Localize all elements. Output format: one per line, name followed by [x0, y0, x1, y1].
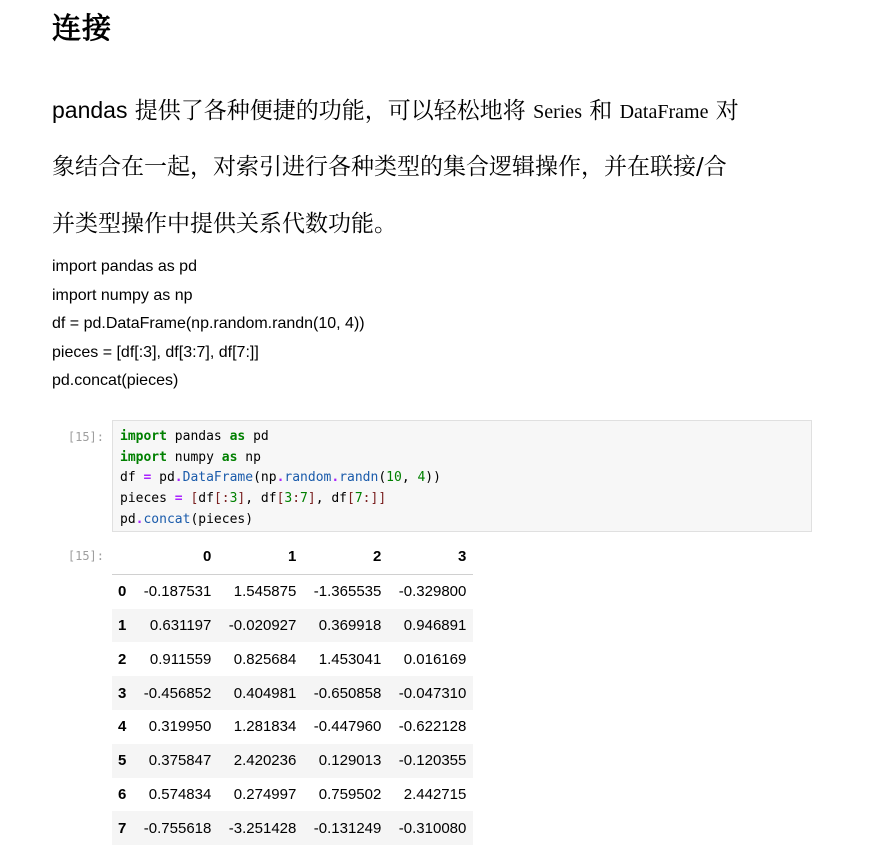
- keyword: import: [120, 449, 167, 465]
- index-header: [112, 540, 132, 574]
- intro-text: 提供了各种便捷的功能，可以轻松地将: [127, 98, 534, 124]
- table-row: [112, 811, 473, 845]
- code-line: pieces = [df[:3], df[3:7], df[7:]]: [52, 343, 259, 361]
- code-text: df: [120, 470, 144, 486]
- code-cell-input[interactable]: [112, 420, 812, 532]
- row-index: 1: [118, 616, 127, 634]
- operator: .: [331, 470, 340, 486]
- operator: =: [143, 470, 152, 486]
- table-cell: -1.365535: [313, 583, 382, 601]
- table-cell: 0.369918: [318, 616, 382, 634]
- intro-line-2: 象结合在一起，对索引进行各种类型的集合逻辑操作，并在联接/合: [52, 154, 727, 180]
- attribute: randn: [339, 470, 379, 486]
- table-cell: -0.120355: [398, 752, 467, 770]
- punctuation: ]: [237, 491, 246, 507]
- intro-text: 和: [581, 98, 620, 124]
- punctuation: [:: [213, 491, 230, 507]
- code-text: pieces: [120, 491, 175, 507]
- table-cell: -0.755618: [143, 819, 212, 837]
- dataframe-output-table: [112, 540, 473, 845]
- attribute: DataFrame: [182, 470, 254, 486]
- column-header: 3: [458, 548, 467, 566]
- table-row: [112, 574, 473, 608]
- table-cell: -0.310080: [398, 819, 467, 837]
- table-cell: -0.447960: [313, 718, 382, 736]
- code-text: np: [237, 449, 261, 465]
- table-cell: -0.187531: [143, 583, 212, 601]
- table-cell: 0.404981: [233, 684, 297, 702]
- column-header: 2: [373, 548, 382, 566]
- table-cell: 0.759502: [318, 785, 382, 803]
- row-index: 2: [118, 650, 127, 668]
- number: 4: [417, 470, 426, 486]
- punctuation: [: [347, 491, 355, 507]
- code-text: pd: [120, 511, 136, 527]
- code-text: (np: [253, 470, 277, 486]
- code-line: [120, 427, 804, 448]
- code-line: [120, 468, 804, 489]
- code-line: [120, 489, 804, 510]
- table-cell: 0.631197: [149, 616, 212, 634]
- intro-line-1: [52, 96, 822, 126]
- table-cell: -0.650858: [313, 684, 382, 702]
- number: 3: [284, 491, 293, 507]
- table-cell: 1.545875: [233, 583, 297, 601]
- table-cell: 0.825684: [233, 650, 297, 668]
- code-text: (pieces): [190, 511, 254, 527]
- column-header: 0: [203, 548, 212, 566]
- number: 7: [300, 491, 308, 507]
- code-line: import numpy as np: [52, 286, 193, 304]
- row-index: 5: [118, 752, 127, 770]
- number: 7: [354, 491, 363, 507]
- code-text: ,: [401, 470, 418, 486]
- table-cell: -0.456852: [143, 684, 212, 702]
- table-cell: -0.131249: [313, 819, 382, 837]
- code-text: pd: [151, 470, 175, 486]
- table-row: [112, 676, 473, 710]
- series-term: Series: [533, 101, 582, 123]
- row-index: 6: [118, 785, 127, 803]
- table-cell: 0.319950: [148, 718, 212, 736]
- number: 10: [386, 470, 402, 486]
- punctuation: :]]: [362, 491, 387, 507]
- table-cell: 0.911559: [149, 650, 212, 668]
- intro-line-3: 并类型操作中提供关系代数功能。: [52, 211, 397, 237]
- table-cell: -0.622128: [398, 718, 467, 736]
- attribute: concat: [143, 511, 191, 527]
- code-line: pd.concat(pieces): [52, 372, 179, 390]
- row-index: 4: [118, 718, 127, 736]
- punctuation: ]: [307, 491, 316, 507]
- number: 3: [229, 491, 238, 507]
- operator: .: [135, 511, 144, 527]
- table-cell: -3.251428: [228, 819, 297, 837]
- operator: .: [174, 470, 183, 486]
- code-line: [120, 510, 804, 531]
- table-cell: -0.020927: [228, 616, 297, 634]
- code-text: pd: [245, 429, 269, 444]
- output-prompt: [15]:: [67, 549, 104, 563]
- punctuation: :: [292, 491, 301, 507]
- plain-code-block: [52, 256, 365, 399]
- code-text: , df: [245, 491, 277, 507]
- table-cell: -0.047310: [398, 684, 467, 702]
- table-cell: 1.281834: [233, 718, 297, 736]
- code-text: pandas: [166, 429, 230, 444]
- section-title: 连接: [52, 11, 113, 45]
- table-header-row: [112, 540, 473, 574]
- punctuation: [: [276, 491, 285, 507]
- table-cell: 0.946891: [403, 616, 467, 634]
- operator: =: [174, 491, 183, 507]
- punctuation: [: [190, 491, 199, 507]
- intro-text: 对: [708, 98, 739, 124]
- table-cell: 0.129013: [318, 752, 382, 770]
- code-line: import pandas as pd: [52, 258, 197, 275]
- code-text: (: [378, 470, 387, 486]
- input-prompt: [15]:: [67, 430, 104, 444]
- table-cell: 0.574834: [148, 785, 212, 803]
- keyword: import: [120, 429, 167, 444]
- table-cell: 2.442715: [403, 785, 467, 803]
- column-header: 1: [288, 548, 297, 566]
- attribute: random: [284, 470, 332, 486]
- table-cell: 0.375847: [148, 752, 212, 770]
- keyword: as: [221, 449, 238, 465]
- code-text: numpy: [166, 449, 222, 465]
- table-row: [112, 778, 473, 812]
- code-line: [120, 448, 804, 469]
- table-cell: 0.274997: [233, 785, 297, 803]
- table-cell: 0.016169: [403, 650, 467, 668]
- code-text: df: [198, 491, 214, 507]
- keyword: as: [229, 429, 246, 444]
- row-index: 7: [118, 819, 127, 837]
- code-text: , df: [315, 491, 348, 507]
- table-row: [112, 609, 473, 643]
- row-index: 0: [118, 583, 127, 601]
- code-line: df = pd.DataFrame(np.random.randn(10, 4)): [52, 315, 365, 333]
- pandas-term: pandas: [52, 97, 128, 123]
- dataframe-term: DataFrame: [619, 101, 709, 123]
- table-row: [112, 710, 473, 744]
- table-row: [112, 744, 473, 778]
- row-index: 3: [118, 684, 127, 702]
- table-cell: 1.453041: [318, 650, 382, 668]
- table-cell: 2.420236: [233, 752, 297, 770]
- table-row: [112, 642, 473, 676]
- operator: .: [276, 470, 285, 486]
- table-cell: -0.329800: [398, 583, 467, 601]
- code-text: )): [425, 470, 441, 486]
